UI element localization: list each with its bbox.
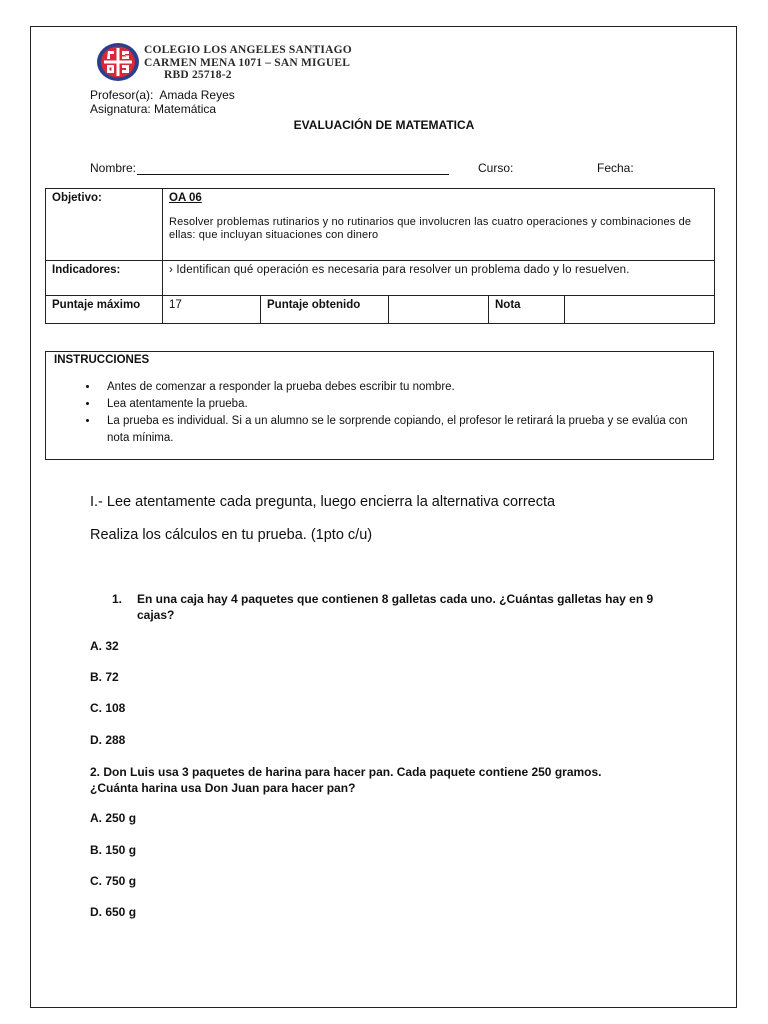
instruction-item: • Lea atentamente la prueba. bbox=[99, 396, 705, 413]
obtained-score-field[interactable] bbox=[389, 296, 489, 324]
objective-table bbox=[45, 188, 715, 324]
instructions-box bbox=[45, 351, 714, 460]
option-c[interactable]: C. 750 g bbox=[90, 874, 137, 888]
school-info bbox=[144, 44, 352, 82]
section-heading: I.- Lee atentamente cada pregunta, luego encierra la alternativa correcta bbox=[90, 494, 556, 510]
evaluation-title: EVALUACIÓN DE MATEMATICA bbox=[293, 118, 475, 132]
instructions-title: INSTRUCCIONES bbox=[54, 354, 150, 366]
indicators-row bbox=[46, 261, 715, 296]
school-logo-icon bbox=[96, 42, 140, 82]
max-score-label: Puntaje máximo bbox=[46, 296, 163, 324]
subject-name: Matemática bbox=[154, 102, 217, 116]
section-subheading: Realiza los cálculos en tu prueba. (1pto c/u) bbox=[90, 527, 373, 543]
grade-label: Nota bbox=[489, 296, 565, 324]
subject-label: Asignatura: bbox=[90, 102, 151, 116]
option-a[interactable]: A. 250 g bbox=[90, 811, 137, 825]
school-address: CARMEN MENA 1071 – SAN MIGUEL bbox=[144, 56, 351, 69]
instruction-item: • La prueba es individual. Si a un alumno se le sorprende copiando, el profesor le retirará la prueba y se evalúa con nota mínima. bbox=[99, 413, 705, 447]
option-d[interactable]: D. 650 g bbox=[90, 905, 137, 919]
option-a[interactable]: A. 32 bbox=[90, 639, 119, 653]
teacher-label: Profesor(a): bbox=[90, 88, 154, 102]
option-b[interactable]: B. 150 g bbox=[90, 843, 137, 857]
teacher-line bbox=[90, 88, 235, 102]
teacher-subject-block bbox=[90, 88, 235, 116]
option-c[interactable]: C. 108 bbox=[90, 701, 126, 715]
objective-cell bbox=[163, 189, 715, 261]
grade-field[interactable] bbox=[565, 296, 715, 324]
subject-line bbox=[90, 102, 235, 116]
instruction-item: • Antes de comenzar a responder la prueba debes escribir tu nombre. bbox=[99, 379, 705, 396]
school-rbd: RBD 25718-2 bbox=[164, 69, 232, 81]
course-label: Curso: bbox=[478, 161, 514, 175]
name-field[interactable] bbox=[90, 161, 449, 175]
instructions-list bbox=[54, 379, 705, 447]
school-name: COLEGIO LOS ANGELES SANTIAGO bbox=[144, 44, 352, 56]
option-b[interactable]: B. 72 bbox=[90, 670, 119, 684]
obtained-score-label: Puntaje obtenido bbox=[261, 296, 389, 324]
question-number: 1. bbox=[112, 592, 123, 606]
option-d[interactable]: D. 288 bbox=[90, 733, 126, 747]
objective-text: Resolver problemas rutinarios y no rutinarios que involucren las cuatro operaciones y combinaciones de ellas: que incluyan situaciones con dinero bbox=[169, 216, 692, 241]
objective-row bbox=[46, 189, 715, 261]
score-row bbox=[46, 296, 715, 324]
indicators-text: › Identifican qué operación es necesaria para resolver un problema dado y lo resuelven. bbox=[163, 261, 715, 296]
name-blank-line[interactable] bbox=[137, 162, 449, 175]
teacher-name: Amada Reyes bbox=[159, 88, 235, 102]
question-text: En una caja hay 4 paquetes que contienen 8 galletas cada uno. ¿Cuántas galletas hay en 9 cajas? bbox=[137, 592, 654, 622]
max-score-value: 17 bbox=[163, 296, 261, 324]
question-1 bbox=[112, 591, 672, 623]
indicators-label: Indicadores: bbox=[46, 261, 163, 296]
date-label: Fecha: bbox=[597, 161, 634, 175]
oa-code: OA 06 bbox=[169, 192, 202, 204]
question-2: 2. Don Luis usa 3 paquetes de harina para hacer pan. Cada paquete contiene 250 gramos. ¿Cuánta harina usa Don Juan para hacer pan? bbox=[90, 765, 602, 795]
objective-label: Objetivo: bbox=[46, 189, 163, 261]
name-label: Nombre: bbox=[90, 161, 137, 175]
